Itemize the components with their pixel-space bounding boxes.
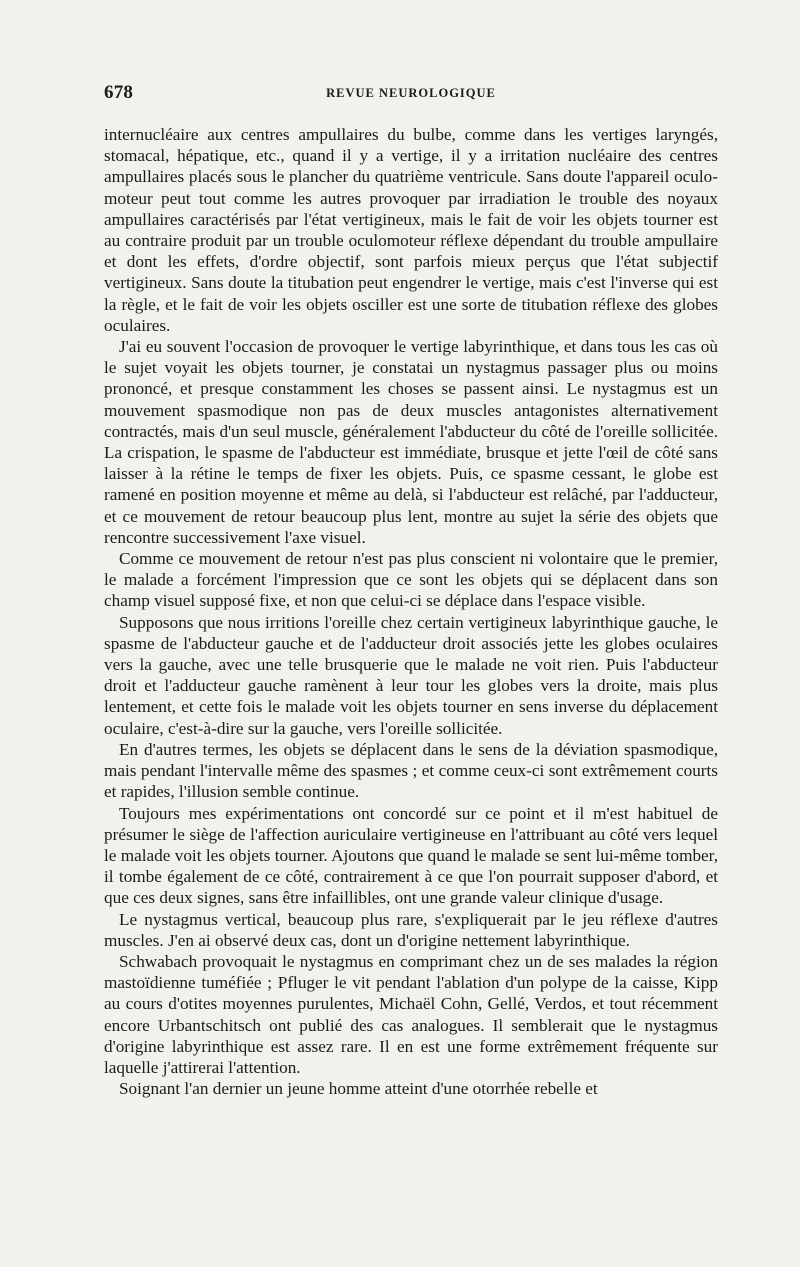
paragraph: Le nystagmus vertical, beaucoup plus rare, s'expliquerait par le jeu réflexe d'autres muscles. J'en ai observé deux cas, dont un d'origine nettement labyrinthique.	[104, 909, 718, 950]
paragraph: En d'autres termes, les objets se déplacent dans le sens de la déviation spasmodique, mais pendant l'intervalle même des spasmes ; et comme ceux-ci sont extrêmement courts et rapides, l'illusion semble continue.	[104, 739, 718, 802]
paragraph: internucléaire aux centres ampullaires du bulbe, comme dans les vertiges laryngés, stomacal, hépatique, etc., quand il y a vertige, il y a irritation nucléaire des centres ampullaires placés sous le plancher du quatrième ventricule. Sans doute l'appareil oculo-moteur peut tout comme les autres provoquer par irradiation le trouble des noyaux ampullaires caractérisés par l'état vertigineux, mais le fait de voir les objets tourner est au contraire produit par un trouble oculomoteur réflexe dépendant du trouble ampullaire et dont les effets, d'ordre objectif, sont parfois mieux perçus que l'état subjectif vertigineux. Sans doute la titubation peut engendrer le vertige, mais c'est l'inverse qui est la règle, et le fait de voir les objets osciller est une sorte de titubation réflexe des globes oculaires.	[104, 125, 718, 335]
paragraph: J'ai eu souvent l'occasion de provoquer le vertige labyrinthique, et dans tous les cas où le sujet voyait les objets tourner, je constatai un nystagmus passager plus ou moins prononcé, et presque constamment les choses se passent ainsi. Le nystagmus est un mouvement spasmodique non pas de deux muscles antagonistes alternativement contractés, mais d'un seul muscle, généralement l'abducteur du côté de l'oreille sollicitée. La crispation, le spasme de l'abducteur est immédiate, brusque et jette l'œil de côté sans laisser à la rétine le temps de fixer les objets. Puis, ce spasme cessant, le globe est ramené en position moyenne et même au delà, si l'abducteur est relâché, par l'adducteur, et ce mouvement de retour beaucoup plus lent, montre au sujet la série des objets que rencontre successivement l'axe visuel.	[104, 337, 718, 547]
paragraph: Comme ce mouvement de retour n'est pas plus conscient ni volontaire que le premier, le malade a forcément l'impression que ce sont les objets qui se déplacent dans son champ visuel supposé fixe, et non que celui-ci se déplace dans l'espace visible.	[104, 549, 718, 611]
paragraph: Supposons que nous irritions l'oreille chez certain vertigineux labyrinthique gauche, le spasme de l'abducteur gauche et de l'adducteur droit associés jette les globes oculaires vers la gauche, avec une telle brusquerie que le malade ne voit rien. Puis l'abducteur droit et l'adducteur gauche ramènent à leur tour les globes vers la droite, mais plus lentement, et cette fois le malade voit les objets tourner en sens inverse du déplacement oculaire, c'est-à-dire sur la gauche, vers l'oreille sollicitée.	[104, 612, 718, 738]
paragraph: Soignant l'an dernier un jeune homme atteint d'une otorrhée rebelle et	[119, 1079, 598, 1099]
page-header	[104, 82, 718, 108]
article-body	[104, 124, 718, 1099]
running-title: REVUE NEUROLOGIQUE	[326, 86, 496, 100]
paragraph: Schwabach provoquait le nystagmus en comprimant chez un de ses malades la région mastoïdienne tuméfiée ; Pfluger le vit pendant l'ablation d'un polype de la caisse, Kipp au cours d'otites moyennes purulentes, Michaël Cohn, Gellé, Verdos, et tout récemment encore Urbantschitsch ont publié des cas analogues. Il semblerait que le nystagmus d'origine labyrinthique est assez rare. Il en est une forme extrêmement fréquente sur laquelle j'attirerai l'attention.	[104, 951, 718, 1077]
paragraph: Toujours mes expérimentations ont concordé sur ce point et il m'est habituel de présumer le siège de l'affection auriculaire vertigineuse en l'attribuant au côté vers lequel le malade voit les objets tourner. Ajoutons que quand le malade se sent lui-même tomber, il tombe également de ce côté, contrairement à ce que l'on pourrait supposer d'abord, et que ces deux signes, sans être infaillibles, ont une grande valeur clinique d'usage.	[104, 803, 718, 908]
page-number: 678	[104, 82, 134, 103]
